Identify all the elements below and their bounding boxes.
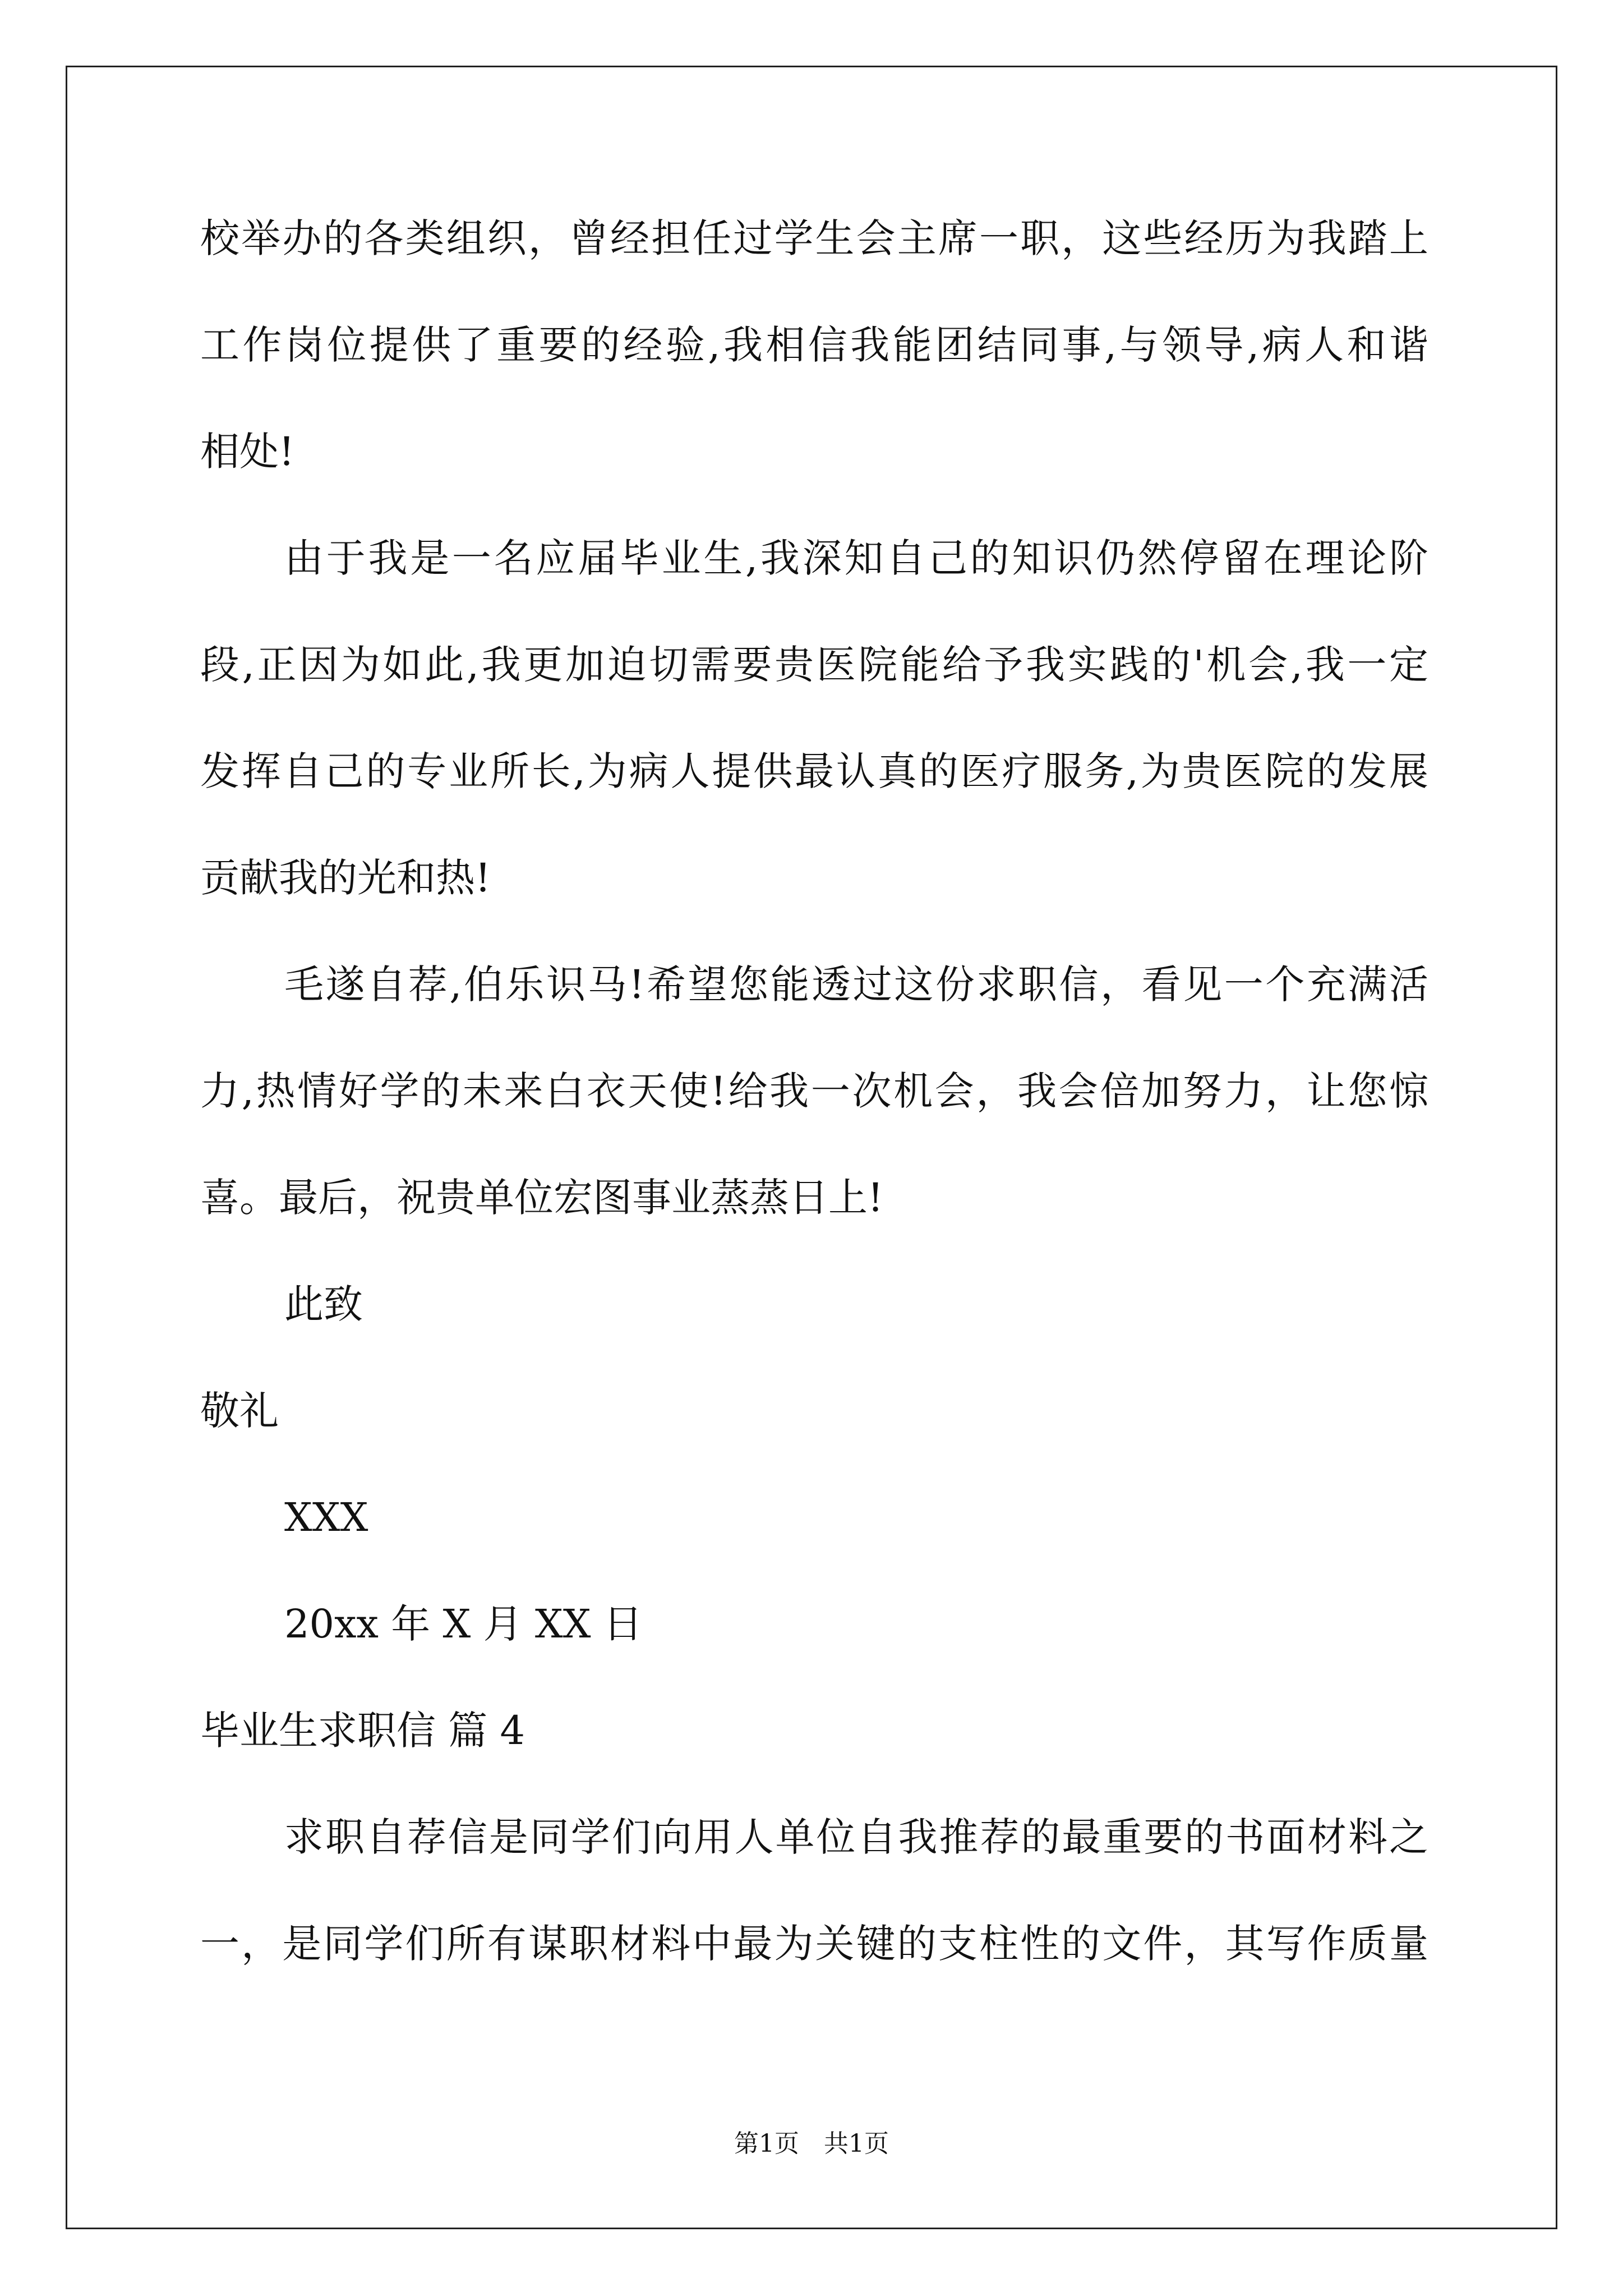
text-line-16: 求职自荐信是同学们向用人单位自我推荐的最重要的书面材料之 bbox=[284, 1814, 1428, 1860]
text-line-8: 毛遂自荐,伯乐识马!希望您能透过这份求职信，看见一个充满活 bbox=[284, 961, 1428, 1007]
text-line-3: 相处! bbox=[200, 429, 295, 475]
text-line-9: 力,热情好学的未来白衣天使!给我一次机会，我会倍加努力，让您惊 bbox=[200, 1068, 1428, 1114]
signature-date: 20xx 年 X 月 XX 日 bbox=[284, 1601, 643, 1647]
closing-regards: 敬礼 bbox=[200, 1388, 279, 1434]
closing-salutation: 此致 bbox=[284, 1281, 363, 1327]
text-line-5: 段,正因为如此,我更加迫切需要贵医院能给予我实践的'机会,我一定 bbox=[200, 642, 1428, 688]
section-heading: 毕业生求职信 篇 4 bbox=[200, 1708, 525, 1754]
text-line-10: 喜。最后，祝贵单位宏图事业蒸蒸日上! bbox=[200, 1175, 884, 1221]
text-line-4: 由于我是一名应届毕业生,我深知自己的知识仍然停留在理论阶 bbox=[284, 535, 1428, 581]
text-line-17: 一，是同学们所有谋职材料中最为关键的支柱性的文件，其写作质量 bbox=[200, 1921, 1428, 1967]
page-border bbox=[66, 66, 1557, 2229]
signature-name: XXX bbox=[284, 1494, 368, 1540]
text-line-1: 校举办的各类组织，曾经担任过学生会主席一职，这些经历为我踏上 bbox=[200, 215, 1428, 261]
text-line-6: 发挥自己的专业所长,为病人提供最认真的医疗服务,为贵医院的发展 bbox=[200, 748, 1428, 794]
text-line-2: 工作岗位提供了重要的经验,我相信我能团结同事,与领导,病人和谐 bbox=[200, 322, 1428, 368]
text-line-7: 贡献我的光和热! bbox=[200, 855, 491, 901]
page-footer: 第1页 共1页 bbox=[734, 2129, 889, 2158]
